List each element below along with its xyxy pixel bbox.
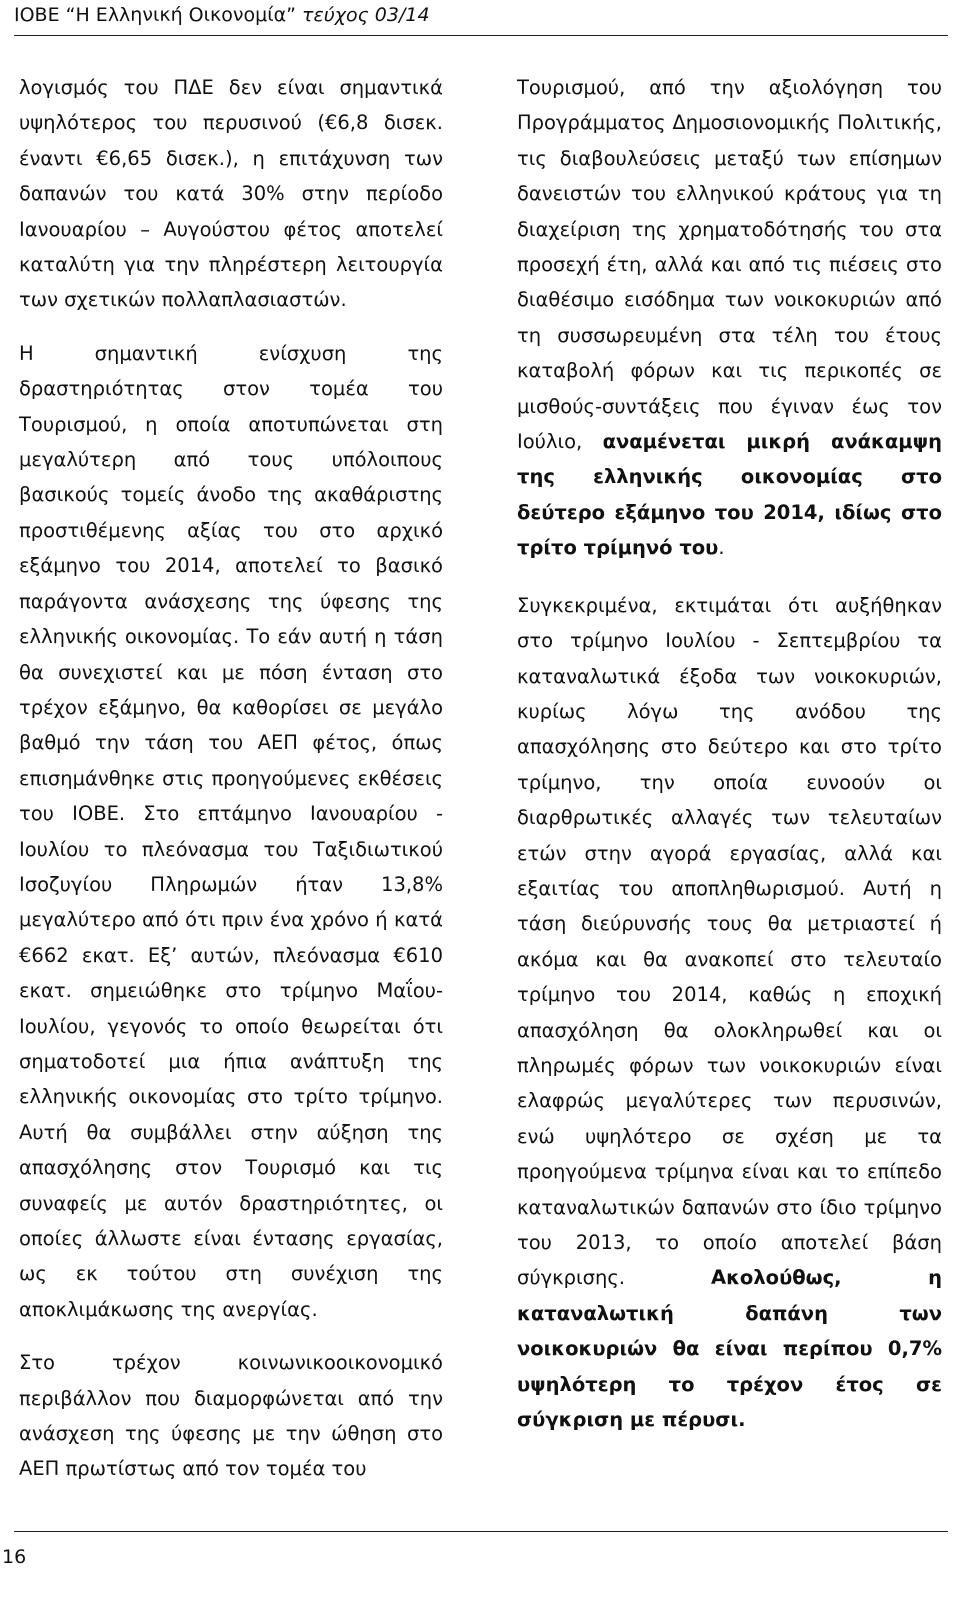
header-issue: τεύχος 03/14: [302, 4, 430, 26]
running-header: [14, 2, 430, 28]
left-column: [19, 70, 443, 1505]
footer-divider: [14, 1531, 948, 1532]
right-paragraph-1-emphasis: αναμένεται μικρή ανάκαμψη της ελληνικής οικονομίας στο δεύτερο εξάμηνο του 2014, ιδίως στο τρίτο τρίμηνό του: [517, 430, 942, 560]
left-paragraph-3: Στο τρέχον κοινωνικοοικονομικό περιβάλλον που διαμορφώνεται από την ανάσχεση της ύφεσης με την ώθηση στο ΑΕΠ πρωτίστως από τον τομέα του: [19, 1351, 443, 1481]
right-column: [517, 70, 942, 1455]
right-paragraph-1-end: .: [718, 536, 725, 560]
page-number: 16: [2, 1546, 27, 1568]
right-paragraph-2: [517, 588, 942, 1438]
right-paragraph-1-text: Τουρισμού, από την αξιολόγηση του Προγράμματος Δημοσιονομικής Πολιτικής, τις διαβουλεύσεις μεταξύ των επίσημων δανειστών του ελληνικού κράτους για τη διαχείριση της χρηματοδότησής του στα προσεχή έτη, αλλά και από τις πιέσεις στο διαθέσιμο εισόδημα των νοικοκυριών από τη συσσωρευμένη στα τέλη του έτους καταβολή φόρων και τις περικοπές σε μισθούς-συντάξεις που έγιναν έως τον Ιούλιο,: [517, 76, 942, 454]
right-paragraph-2-text: Συγκεκριμένα, εκτιμάται ότι αυξήθηκαν στο τρίμηνο Ιουλίου - Σεπτεμβρίου τα καταναλωτικά έξοδα των νοικοκυριών, κυρίως λόγω της ανόδου της απασχόλησης στο δεύτερο και στο τρίτο τρίμηνο, την οποία ευνοούν οι διαρθρωτικές αλλαγές των τελευταίων ετών στην αγορά εργασίας, αλλά και εξαιτίας του αποπληθωρισμού. Αυτή η τάση διεύρυνσής τους θα μετριαστεί ή ακόμα και θα ανακοπεί στο τελευταίο τρίμηνο του 2014, καθώς η εποχική απασχόληση θα ολοκληρωθεί και οι πληρωμές φόρων των νοικοκυριών είναι ελαφρώς μεγαλύτερες των περυσινών, ενώ υψηλότερο σε σχέση με τα προηγούμενα τρίμηνα είναι και το επίπεδο καταναλωτικών δαπανών στο ίδιο τρίμηνο του 2013, το οποίο αποτελεί βάση σύγκρισης.: [517, 593, 942, 1290]
right-paragraph-1: [517, 70, 942, 566]
right-paragraph-2-emphasis: Ακολούθως, η καταναλωτική δαπάνη των νοικοκυριών θα είναι περίπου 0,7% υψηλότερη το τρέχον έτος σε σύγκριση με πέρυσι.: [517, 1266, 942, 1432]
left-paragraph-1: λογισμός του ΠΔΕ δεν είναι σημαντικά υψηλότερος του περυσινού (€6,8 δισεκ. έναντι €6,65 δισεκ.), η επιτάχυνση των δαπανών του κατά 30% στην περίοδο Ιανουαρίου – Αυγούστου φέτος αποτελεί καταλύτη για την πληρέστερη λειτουργία των σχετικών πολλαπλασιαστών.: [19, 76, 443, 312]
left-paragraph-2: Η σημαντική ενίσχυση της δραστηριότητας στον τομέα του Τουρισμού, η οποία αποτυπώνεται στη μεγαλύτερη από τους υπόλοιπους βασικούς τομείς άνοδο της ακαθάριστης προστιθέμενης αξίας του στο αρχικό εξάμηνο του 2014, αποτελεί το βασικό παράγοντα ανάσχεσης της ύφεσης της ελληνικής οικονομίας. Το εάν αυτή η τάση θα συνεχιστεί και με πόση ένταση στο τρέχον εξάμηνο, θα καθορίσει σε μεγάλο βαθμό την τάση του ΑΕΠ φέτος, όπως επισημάνθηκε στις προηγούμενες εκθέσεις του ΙΟΒΕ. Στο επτάμηνο Ιανουαρίου - Ιουλίου το πλεόνασμα του Ταξιδιωτικού Ισοζυγίου Πληρωμών ήταν 13,8% μεγαλύτερο από ότι πριν ένα χρόνο ή κατά €662 εκατ. Εξ’ αυτών, πλεόνασμα €610 εκατ. σημειώθηκε στο τρίμηνο Μαΐου-Ιουλίου, γεγονός το οποίο θεωρείται ότι σηματοδοτεί μια ήπια ανάπτυξη της ελληνικής οικονομίας στο τρίτο τρίμηνο. Αυτή θα συμβάλλει στην αύξηση της απασχόλησης στον Τουρισμό και τις συναφείς με αυτόν δραστηριότητες, οι οποίες άλλωστε είναι έντασης εργασίας, ως εκ τούτου στη συνέχιση της αποκλιμάκωσης της ανεργίας.: [19, 341, 443, 1321]
header-title: ΙΟΒΕ “Η Ελληνική Οικονομία”: [14, 4, 296, 26]
header-divider: [14, 35, 948, 36]
